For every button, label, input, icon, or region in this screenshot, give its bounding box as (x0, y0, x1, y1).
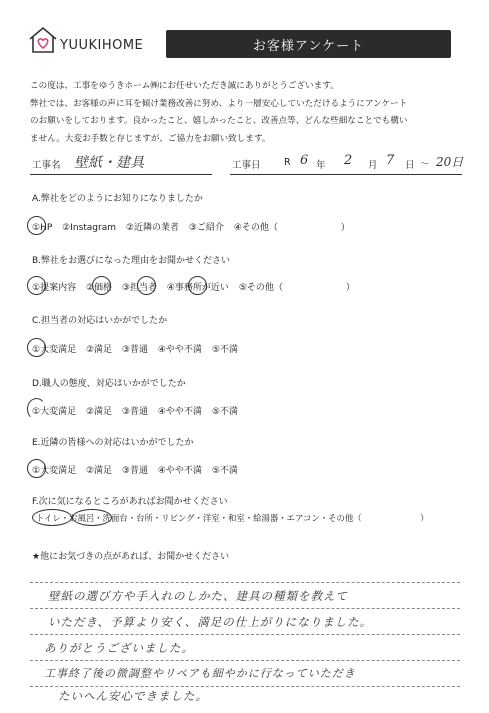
selection-circle (188, 276, 207, 295)
option[interactable]: ④その他（ ） (233, 223, 350, 233)
house-heart-icon (28, 26, 58, 54)
option[interactable]: ③普通 (121, 407, 148, 417)
selection-circle (27, 398, 46, 420)
intro-text (30, 78, 470, 148)
work-name-label: 工事名 (32, 160, 61, 171)
option[interactable]: ②近隣の業者 (125, 223, 179, 233)
comment-line: 工事終了後の微調整やリペアも細やかに行なっていただき (44, 667, 356, 680)
option[interactable]: ③普通 (121, 466, 148, 476)
dashed-divider (30, 634, 460, 635)
work-date-label: 工事日 (232, 160, 261, 171)
option[interactable]: ④事務所が近い (166, 283, 229, 293)
dashed-divider (30, 608, 460, 609)
question-a-title: A.弊社をどのようにお知りになりましたか (32, 194, 203, 204)
option[interactable]: ⑤不満 (211, 345, 238, 355)
option[interactable]: ⑤その他（ ） (238, 283, 355, 293)
option[interactable]: ①HP (32, 223, 53, 233)
question-d-title: D.職人の態度、対応はいかがでしたか (32, 379, 186, 389)
day-unit: 日 (405, 160, 415, 171)
option[interactable]: ②価格 (85, 283, 113, 293)
page-title: お客様アンケート (166, 30, 451, 58)
selection-circle (27, 459, 46, 478)
selection-circle (32, 509, 72, 526)
question-c-title: C.担当者の対応はいかがでしたか (32, 316, 168, 326)
selection-circle (137, 276, 156, 295)
option[interactable]: ①大変満足 (32, 407, 77, 417)
comments-title: ★他にお気づきの点があれば、お聞かせください (32, 552, 230, 562)
selection-circle (27, 216, 46, 235)
year-unit: 年 (316, 160, 326, 171)
option[interactable]: ②満足 (85, 466, 113, 476)
intro-line: のお願いをしております。良かったこと、嬉しかったこと、改善点等、どんな些細なことでも構い (30, 116, 408, 126)
divider (30, 174, 212, 175)
selection-circle (92, 276, 111, 295)
option[interactable]: ④やや不満 (157, 466, 202, 476)
intro-line: 弊社では、お客様の声に耳を傾け業務改善に努め、より一層安心していただけるようにアンケート (30, 98, 408, 109)
question-c-options (32, 342, 244, 355)
option[interactable]: ②満足 (85, 407, 113, 417)
logo-text: YUUKIHOME (60, 38, 144, 53)
option[interactable]: ②Instagram (62, 223, 116, 233)
end-day-field[interactable]: 20日 (436, 155, 464, 169)
dashed-divider (30, 582, 460, 583)
day-field[interactable]: 7 (386, 153, 395, 168)
option[interactable]: ③ご紹介 (188, 223, 224, 233)
question-d-options (32, 404, 244, 417)
option[interactable]: ④やや不満 (157, 345, 202, 355)
tilde: ～ (420, 159, 430, 170)
company-logo (28, 26, 158, 60)
selection-circle (72, 509, 112, 526)
dashed-divider (30, 660, 460, 661)
option[interactable]: ⑤不満 (211, 466, 238, 476)
option[interactable]: ③担当者 (121, 283, 157, 293)
question-f-title: F.次に気になるところがあればお聞かせください (32, 497, 228, 507)
work-name-field[interactable]: 壁紙・建具 (74, 155, 144, 171)
year-field[interactable]: 6 (300, 153, 309, 168)
question-e-title: E.近隣の皆様への対応はいかがでしたか (32, 438, 194, 448)
dashed-divider (30, 686, 460, 687)
month-unit: 月 (368, 160, 378, 171)
option[interactable]: ①大変満足 (32, 466, 77, 476)
divider (230, 174, 462, 175)
comment-line: たいへん安心できました。 (58, 689, 208, 703)
question-e-options (32, 463, 244, 476)
option[interactable]: ②満足 (85, 345, 113, 355)
option[interactable]: ④やや不満 (157, 407, 202, 417)
option[interactable]: ①大変満足 (32, 345, 77, 355)
selection-circle (27, 276, 46, 295)
comment-line: ありがとうございました。 (44, 641, 194, 655)
question-b-title: B.弊社をお選びになった理由をお聞かせください (32, 256, 231, 266)
comment-line: 壁紙の選び方や手入れのしかた、建具の種類を教えて (48, 589, 348, 603)
intro-line: この度は、工事をゆうきホーム㈱にお任せいただき誠にありがとうございます。 (30, 81, 339, 91)
option[interactable]: ①提案内容 (32, 283, 77, 293)
comment-line: いただき、予算より安く、満足の仕上がりになりました。 (48, 615, 373, 629)
month-field[interactable]: 2 (344, 153, 353, 168)
era-label: R (284, 157, 291, 168)
intro-line: ません。大変お手数と存じますが、ご協力をお願い致します。 (30, 133, 271, 144)
question-a-options (32, 220, 356, 233)
option[interactable]: ③普通 (121, 345, 148, 355)
selection-circle (27, 338, 46, 357)
question-f-options[interactable]: トイレ・お風呂・洗面台・台所・リビング・洋室・和室・給湯器・エアコン・その他（ ） (36, 513, 429, 523)
option[interactable]: ⑤不満 (211, 407, 238, 417)
